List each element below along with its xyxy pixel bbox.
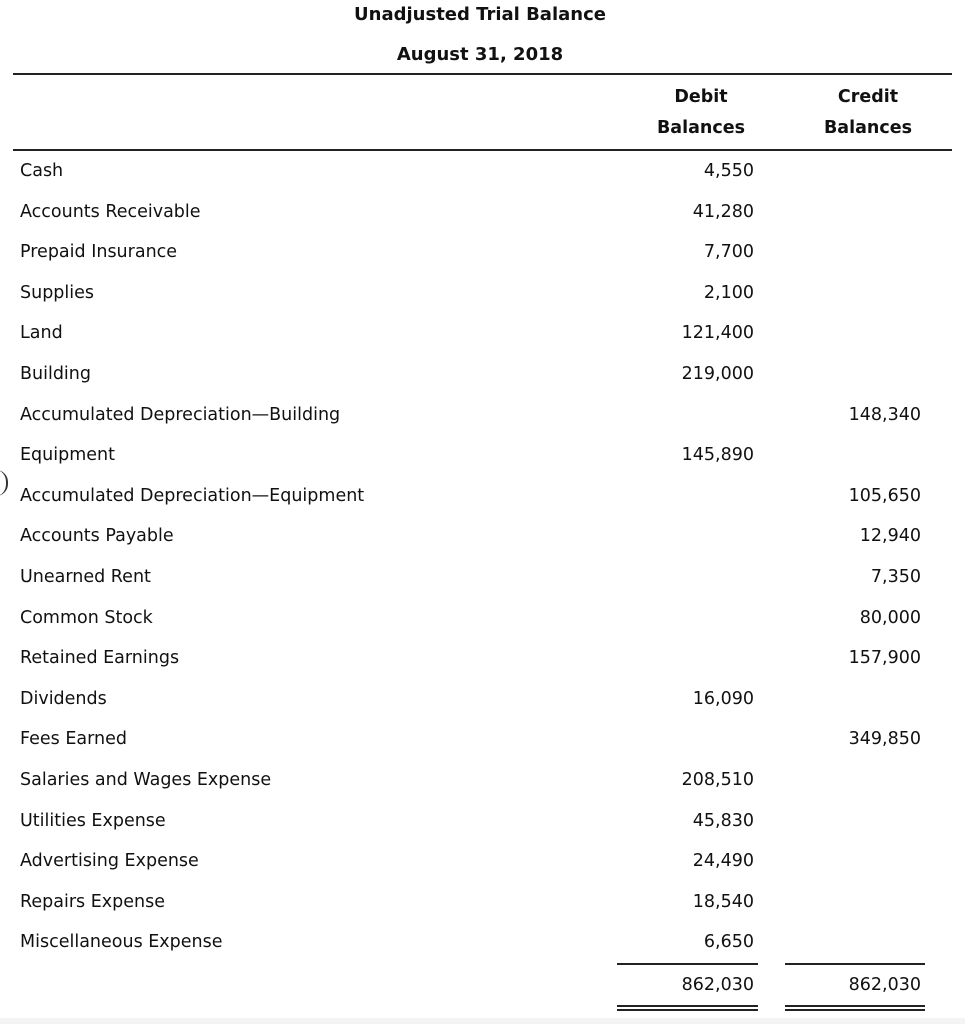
- debit-total-double-rule-1: [617, 1005, 758, 1007]
- table-row: [0, 762, 965, 803]
- table-row: [0, 803, 965, 844]
- debit-subtotal-rule: [617, 963, 758, 965]
- credit-total-double-rule-2: [785, 1009, 925, 1011]
- debit-amount: 6,650: [703, 932, 754, 953]
- account-name: Repairs Expense: [20, 891, 165, 912]
- credit-amount: 148,340: [848, 404, 921, 425]
- table-row: [0, 924, 965, 965]
- debit-column-header: [631, 82, 771, 144]
- credit-column-header: [798, 82, 938, 144]
- table-row: [0, 559, 965, 600]
- credit-amount: 105,650: [848, 485, 921, 506]
- table-row: [0, 640, 965, 681]
- table-row: [0, 194, 965, 235]
- account-name: Accounts Payable: [20, 526, 174, 547]
- account-name: Miscellaneous Expense: [20, 932, 223, 953]
- account-name: Retained Earnings: [20, 648, 180, 669]
- table-row: [0, 721, 965, 762]
- debit-amount: 208,510: [681, 769, 754, 790]
- credit-amount: 80,000: [859, 607, 921, 628]
- account-name: Cash: [20, 161, 64, 181]
- account-name: Prepaid Insurance: [20, 242, 178, 263]
- account-name: Salaries and Wages Expense: [20, 769, 272, 790]
- debit-amount: 45,830: [692, 810, 754, 831]
- table-row: [0, 600, 965, 641]
- credit-amount: 7,350: [870, 566, 921, 587]
- debit-amount: 219,000: [681, 363, 754, 384]
- table-row: [0, 234, 965, 275]
- table-row: [0, 315, 965, 356]
- credit-amount: 349,850: [848, 729, 921, 750]
- debit-amount: 2,100: [703, 282, 754, 303]
- credit-total: 862,030: [848, 975, 921, 995]
- account-name: Accumulated Depreciation—Equipment: [20, 485, 365, 506]
- account-name: Equipment: [20, 445, 115, 466]
- table-row: [0, 397, 965, 438]
- statement-date: August 31, 2018: [396, 44, 564, 65]
- account-name: Common Stock: [20, 607, 153, 628]
- account-name: Building: [20, 363, 91, 384]
- account-name: Utilities Expense: [20, 810, 166, 831]
- credit-header-line-1: Credit: [837, 87, 899, 107]
- credit-subtotal-rule: [785, 963, 925, 965]
- account-name: Land: [20, 323, 63, 344]
- debit-amount: 16,090: [692, 688, 754, 709]
- debit-amount: 7,700: [703, 242, 754, 263]
- bottom-band: [0, 1018, 965, 1024]
- account-name: Fees Earned: [20, 729, 127, 750]
- table-row: [0, 884, 965, 925]
- account-name: Dividends: [20, 688, 107, 709]
- table-row: [0, 478, 965, 519]
- debit-total: 862,030: [681, 975, 754, 995]
- table-row: [0, 153, 965, 194]
- account-name: Accounts Receivable: [20, 201, 201, 222]
- table-row: [0, 275, 965, 316]
- trial-balance-rows: [0, 153, 965, 965]
- debit-amount: 145,890: [681, 445, 754, 466]
- debit-header-line-2: Balances: [656, 118, 746, 138]
- account-name: Advertising Expense: [20, 851, 199, 872]
- header-rule-top: [13, 73, 952, 75]
- header-rule-bottom: [13, 149, 952, 151]
- credit-amount: 157,900: [848, 648, 921, 669]
- table-row: [0, 681, 965, 722]
- debit-header-line-1: Debit: [674, 87, 728, 107]
- table-row: [0, 356, 965, 397]
- debit-total-double-rule-2: [617, 1009, 758, 1011]
- table-row: [0, 437, 965, 478]
- account-name: Accumulated Depreciation—Building: [20, 404, 341, 425]
- credit-amount: 12,940: [859, 526, 921, 547]
- debit-amount: 4,550: [703, 161, 754, 181]
- account-name: Supplies: [20, 282, 95, 303]
- debit-amount: 24,490: [692, 851, 754, 872]
- credit-total-double-rule-1: [785, 1005, 925, 1007]
- credit-header-line-2: Balances: [823, 118, 913, 138]
- account-name: Unearned Rent: [20, 566, 151, 587]
- page-title: Unadjusted Trial Balance: [354, 4, 606, 25]
- table-row: [0, 518, 965, 559]
- debit-amount: 18,540: [692, 891, 754, 912]
- debit-amount: 121,400: [681, 323, 754, 344]
- table-row: [0, 843, 965, 884]
- debit-amount: 41,280: [692, 201, 754, 222]
